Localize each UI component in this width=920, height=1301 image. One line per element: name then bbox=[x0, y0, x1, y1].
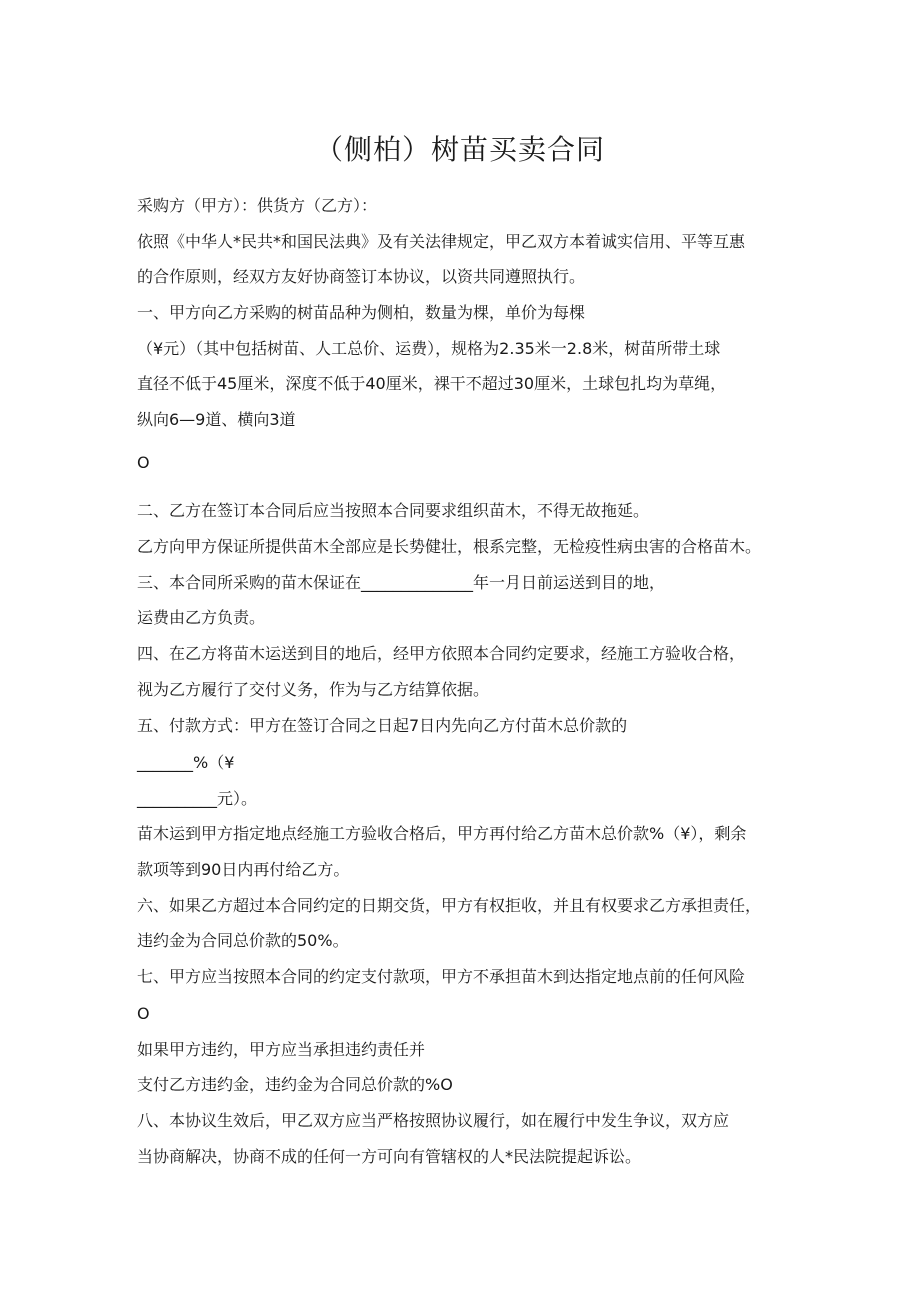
text-line: 七、甲方应当按照本合同的约定支付款项，甲方不承担苗木到达指定地点前的任何风险 bbox=[137, 967, 746, 986]
text-line: 支付乙方违约金，违约金为合同总价款的%O bbox=[137, 1075, 453, 1094]
text-line: 直径不低于45厘米，深度不低于40厘米，裸干不超过30厘米，土球包扎均为草绳， bbox=[137, 374, 727, 393]
text-line: O bbox=[137, 453, 150, 472]
text-line: 如果甲方违约，甲方应当承担违约责任并 bbox=[137, 1040, 426, 1059]
text-line: 八、本协议生效后，甲乙双方应当严格按照协议履行，如在履行中发生争议，双方应 bbox=[137, 1111, 730, 1130]
text-line: （¥元）（其中包括树苗、人工总价、运费），规格为2.35米一2.8米，树苗所带土球 bbox=[137, 339, 721, 358]
text-line: 款项等到90日内再付给乙方。 bbox=[137, 860, 350, 879]
text-line: 二、乙方在签订本合同后应当按照本合同要求组织苗木，不得无故拖延。 bbox=[137, 501, 650, 520]
text-line: _______%（¥ bbox=[137, 753, 235, 772]
text-line: 纵向6—9道、横向3道 bbox=[137, 410, 296, 429]
text-line: __________元）。 bbox=[137, 789, 258, 808]
document-title: （侧柏）树苗买卖合同 bbox=[314, 133, 605, 166]
text-line: 视为乙方履行了交付义务，作为与乙方结算依据。 bbox=[137, 680, 490, 699]
text-line: 一、甲方向乙方采购的树苗品种为侧柏，数量为棵，单价为每棵 bbox=[137, 303, 586, 322]
text-line: 苗木运到甲方指定地点经施工方验收合格后，甲方再付给乙方苗木总价款%（¥），剩余 bbox=[137, 824, 747, 843]
text-line: 运费由乙方负责。 bbox=[137, 608, 266, 627]
text-line: 违约金为合同总价款的50%。 bbox=[137, 931, 349, 950]
text-line: 当协商解决，协商不成的任何一方可向有管辖权的人*民法院提起诉讼。 bbox=[137, 1147, 642, 1166]
text-line: 三、本合同所采购的苗木保证在______________年一月日前运送到目的地， bbox=[137, 573, 666, 592]
text-line: 采购方（甲方）：供货方（乙方）： bbox=[137, 196, 378, 215]
text-line: 六、如果乙方超过本合同约定的日期交货，甲方有权拒收，并且有权要求乙方承担责任， bbox=[137, 896, 762, 915]
text-line: 的合作原则，经双方友好协商签订本协议，以资共同遵照执行。 bbox=[137, 267, 586, 286]
text-line: 依照《中华人*民共*和国民法典》及有关法律规定，甲乙双方本着诚实信用、平等互惠 bbox=[137, 232, 746, 251]
text-line: O bbox=[137, 1004, 150, 1023]
text-line: 乙方向甲方保证所提供苗木全部应是长势健壮，根系完整，无检疫性病虫害的合格苗木。 bbox=[137, 537, 762, 556]
text-line: 四、在乙方将苗木运送到目的地后，经甲方依照本合同约定要求，经施工方验收合格， bbox=[137, 644, 746, 663]
text-line: 五、付款方式：甲方在签订合同之日起7日内先向乙方付苗木总价款的 bbox=[137, 716, 628, 735]
